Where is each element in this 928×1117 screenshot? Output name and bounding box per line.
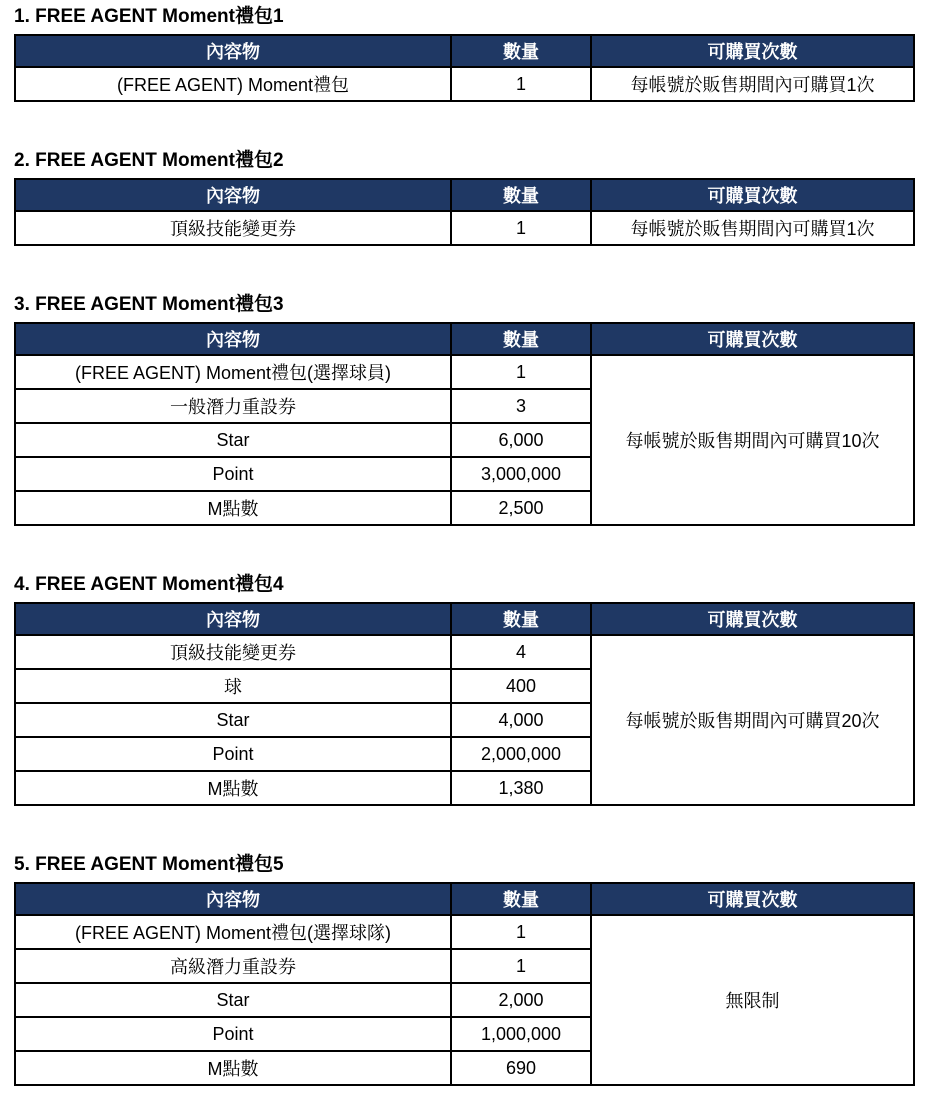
item-cell: 一般潛力重設券 bbox=[15, 389, 451, 423]
purchase-limit-cell: 無限制 bbox=[591, 915, 914, 1085]
item-cell: Point bbox=[15, 457, 451, 491]
quantity-cell: 1 bbox=[451, 915, 591, 949]
item-cell: Star bbox=[15, 703, 451, 737]
quantity-cell: 1,380 bbox=[451, 771, 591, 805]
column-header-limit: 可購買次數 bbox=[591, 35, 914, 67]
item-cell: (FREE AGENT) Moment禮包 bbox=[15, 67, 451, 101]
table-body bbox=[15, 635, 914, 805]
column-header-limit: 可購買次數 bbox=[591, 323, 914, 355]
quantity-cell: 2,500 bbox=[451, 491, 591, 525]
quantity-cell: 4 bbox=[451, 635, 591, 669]
table-header-row bbox=[15, 35, 914, 67]
table-body bbox=[15, 67, 914, 101]
section-heading: 2. FREE AGENT Moment禮包2 bbox=[14, 150, 284, 171]
item-cell: 頂級技能變更券 bbox=[15, 635, 451, 669]
package-table bbox=[14, 322, 915, 526]
item-cell: Star bbox=[15, 983, 451, 1017]
package-section-3 bbox=[14, 294, 913, 526]
column-header-qty: 數量 bbox=[451, 35, 591, 67]
table-body bbox=[15, 355, 914, 525]
item-cell: 頂級技能變更券 bbox=[15, 211, 451, 245]
item-cell: 球 bbox=[15, 669, 451, 703]
purchase-limit-cell: 每帳號於販售期間內可購買1次 bbox=[591, 211, 914, 245]
quantity-cell: 2,000,000 bbox=[451, 737, 591, 771]
package-table bbox=[14, 34, 915, 102]
column-header-qty: 數量 bbox=[451, 883, 591, 915]
table-body bbox=[15, 211, 914, 245]
table-body bbox=[15, 915, 914, 1085]
quantity-cell: 2,000 bbox=[451, 983, 591, 1017]
package-section-5 bbox=[14, 854, 913, 1086]
quantity-cell: 1 bbox=[451, 211, 591, 245]
column-header-item: 內容物 bbox=[15, 883, 451, 915]
column-header-item: 內容物 bbox=[15, 35, 451, 67]
item-cell: M點數 bbox=[15, 491, 451, 525]
table-header-row bbox=[15, 883, 914, 915]
item-cell: 高級潛力重設券 bbox=[15, 949, 451, 983]
purchase-limit-cell: 每帳號於販售期間內可購買20次 bbox=[591, 635, 914, 805]
quantity-cell: 6,000 bbox=[451, 423, 591, 457]
column-header-item: 內容物 bbox=[15, 323, 451, 355]
quantity-cell: 1 bbox=[451, 67, 591, 101]
section-heading: 5. FREE AGENT Moment禮包5 bbox=[14, 854, 284, 875]
section-heading: 4. FREE AGENT Moment禮包4 bbox=[14, 574, 284, 595]
quantity-cell: 1 bbox=[451, 949, 591, 983]
column-header-limit: 可購買次數 bbox=[591, 883, 914, 915]
purchase-limit-cell: 每帳號於販售期間內可購買10次 bbox=[591, 355, 914, 525]
table-header-row bbox=[15, 323, 914, 355]
section-heading: 3. FREE AGENT Moment禮包3 bbox=[14, 294, 284, 315]
column-header-limit: 可購買次數 bbox=[591, 603, 914, 635]
quantity-cell: 400 bbox=[451, 669, 591, 703]
quantity-cell: 1,000,000 bbox=[451, 1017, 591, 1051]
table-row bbox=[15, 635, 914, 669]
quantity-cell: 1 bbox=[451, 355, 591, 389]
column-header-qty: 數量 bbox=[451, 323, 591, 355]
item-cell: (FREE AGENT) Moment禮包(選擇球員) bbox=[15, 355, 451, 389]
item-cell: M點數 bbox=[15, 1051, 451, 1085]
item-cell: Point bbox=[15, 1017, 451, 1051]
item-cell: M點數 bbox=[15, 771, 451, 805]
column-header-qty: 數量 bbox=[451, 603, 591, 635]
table-row bbox=[15, 67, 914, 101]
table-header-row bbox=[15, 603, 914, 635]
quantity-cell: 3 bbox=[451, 389, 591, 423]
package-section-1 bbox=[14, 6, 913, 102]
table-row bbox=[15, 211, 914, 245]
column-header-limit: 可購買次數 bbox=[591, 179, 914, 211]
item-cell: (FREE AGENT) Moment禮包(選擇球隊) bbox=[15, 915, 451, 949]
quantity-cell: 690 bbox=[451, 1051, 591, 1085]
item-cell: Point bbox=[15, 737, 451, 771]
item-cell: Star bbox=[15, 423, 451, 457]
package-table bbox=[14, 882, 915, 1086]
section-heading: 1. FREE AGENT Moment禮包1 bbox=[14, 6, 284, 27]
package-table bbox=[14, 178, 915, 246]
package-section-4 bbox=[14, 574, 913, 806]
column-header-item: 內容物 bbox=[15, 179, 451, 211]
table-row bbox=[15, 915, 914, 949]
quantity-cell: 4,000 bbox=[451, 703, 591, 737]
package-table bbox=[14, 602, 915, 806]
table-row bbox=[15, 355, 914, 389]
quantity-cell: 3,000,000 bbox=[451, 457, 591, 491]
package-section-2 bbox=[14, 150, 913, 246]
column-header-item: 內容物 bbox=[15, 603, 451, 635]
column-header-qty: 數量 bbox=[451, 179, 591, 211]
table-header-row bbox=[15, 179, 914, 211]
purchase-limit-cell: 每帳號於販售期間內可購買1次 bbox=[591, 67, 914, 101]
